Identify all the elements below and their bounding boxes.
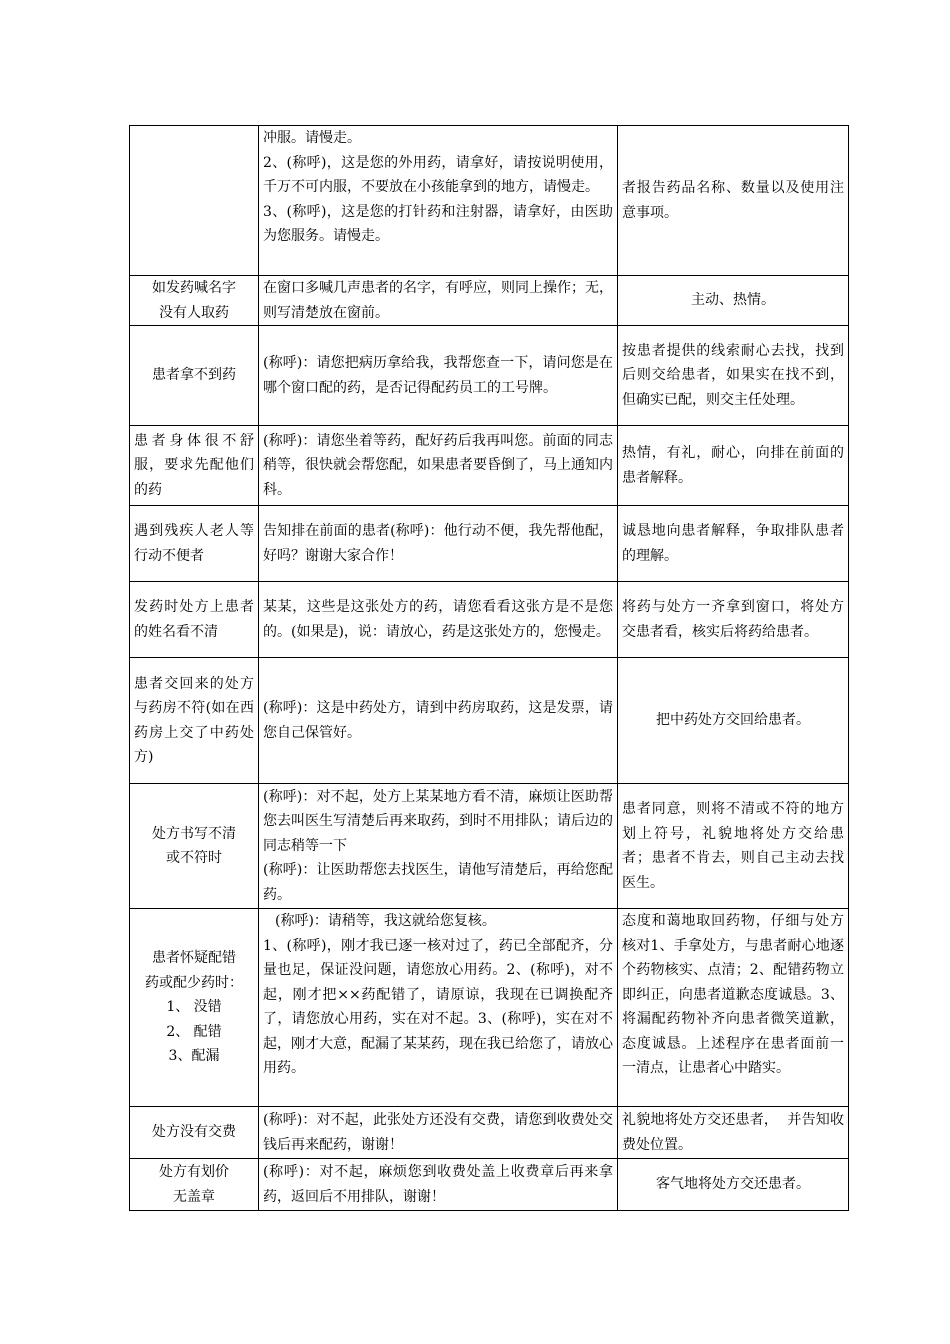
note-cell: 热情，有礼，耐心，向排在前面的患者解释。	[618, 426, 849, 506]
response-cell: (称呼)：请您坐着等药，配好药后我再叫您。前面的同志稍等，很快就会帮您配，如果患者要昏倒了，马上通知内科。	[259, 426, 618, 506]
scenario-cell: 患者交回来的处方与药房不符(如在西药房上交了中药处方)	[130, 658, 259, 784]
response-cell: 冲服。请慢走。 2、(称呼)，这是您的外用药，请拿好，请按说明使用，千万不可内服，不要放在小孩能拿到的地方，请慢走。 3、(称呼)，这是您的打针药和注射器，请拿好，由医助为您服务。请慢走。	[259, 126, 618, 276]
scenario-cell: 发药时处方上患者的姓名看不清	[130, 582, 259, 658]
response-cell: 某某，这些是这张处方的药，请您看看这张方是不是您的。(如果是)，说：请放心，药是这张处方的，您慢走。	[259, 582, 618, 658]
note-cell: 态度和蔼地取回药物，仔细与处方核对1、手拿处方，与患者耐心地逐个药物核实、点清；2、配错药物立即纠正，向患者道歉态度诚恳。3、将漏配药物补齐向患者微笑道歉，态度诚恳。上述程序在患者面前一一清点，让患者心中踏实。	[618, 909, 849, 1107]
response-cell: 告知排在前面的患者(称呼)：他行动不便，我先帮他配，好吗？谢谢大家合作！	[259, 506, 618, 582]
table-row	[130, 909, 849, 1107]
scenario-cell: 遇到残疾人老人等行动不便者	[130, 506, 259, 582]
response-cell: (称呼)：这是中药处方，请到中药房取药，这是发票，请您自己保管好。	[259, 658, 618, 784]
scenario-cell: 处方没有交费	[130, 1107, 259, 1159]
response-cell: (称呼)：对不起，此张处方还没有交费，请您到收费处交钱后再来配药，谢谢！	[259, 1107, 618, 1159]
table-row	[130, 658, 849, 784]
scenario-cell: 如发药喊名字 没有人取药	[130, 276, 259, 326]
scenario-cell: 患者身体很不舒服，要求先配他们的药	[130, 426, 259, 506]
pharmacy-service-table	[129, 125, 849, 1211]
scenario-cell: 处方书写不清 或不符时	[130, 784, 259, 909]
note-cell: 将药与处方一齐拿到窗口，将处方交患者看，核实后将药给患者。	[618, 582, 849, 658]
table-row	[130, 326, 849, 426]
scenario-cell: 处方有划价 无盖章	[130, 1159, 259, 1211]
note-cell: 把中药处方交回给患者。	[618, 658, 849, 784]
table-row	[130, 1159, 849, 1211]
response-cell: (称呼)：请您把病历拿给我，我帮您查一下，请问您是在哪个窗口配的药，是否记得配药员工的工号牌。	[259, 326, 618, 426]
table-row	[130, 784, 849, 909]
scenario-cell	[130, 126, 259, 276]
response-cell: (称呼)：请稍等，我这就给您复核。 1、(称呼)，刚才我已逐一核对过了，药已全部配齐，分量也足，保证没问题，请您放心用药。2、(称呼)，对不起，刚才把××药配错了，请原谅，我现在已调换配齐了，请您放心用药，实在对不起。3、(称呼)，实在对不起，刚才大意，配漏了某某药，现在我已给您了，请放心用药。	[259, 909, 618, 1107]
table-row	[130, 126, 849, 276]
note-cell: 主动、热情。	[618, 276, 849, 326]
response-cell: 在窗口多喊几声患者的名字，有呼应，则同上操作；无，则写清楚放在窗前。	[259, 276, 618, 326]
table-row	[130, 506, 849, 582]
note-cell: 按患者提供的线索耐心去找，找到后则交给患者，如果实在找不到，但确实已配，则交主任处理。	[618, 326, 849, 426]
scenario-cell: 患者拿不到药	[130, 326, 259, 426]
note-cell: 者报告药品名称、数量以及使用注意事项。	[618, 126, 849, 276]
response-cell: (称呼)：对不起，麻烦您到收费处盖上收费章后再来拿药，返回后不用排队，谢谢！	[259, 1159, 618, 1211]
table-row	[130, 1107, 849, 1159]
note-cell: 诚恳地向患者解释，争取排队患者的理解。	[618, 506, 849, 582]
response-cell: (称呼)：对不起，处方上某某地方看不清，麻烦让医助帮您去叫医生写清楚后再来取药，到时不用排队；请后边的同志稍等一下 (称呼)：让医助帮您去找医生，请他写清楚后，再给您配药。	[259, 784, 618, 909]
note-cell: 患者同意，则将不清或不符的地方划上符号，礼貌地将处方交给患者；患者不肯去，则自己主动去找医生。	[618, 784, 849, 909]
note-cell: 客气地将处方交还患者。	[618, 1159, 849, 1211]
scenario-cell: 患者怀疑配错 药或配少药时： 1、 没错 2、 配错 3、配漏	[130, 909, 259, 1107]
note-cell: 礼貌地将处方交还患者， 并告知收费处位置。	[618, 1107, 849, 1159]
table-row	[130, 276, 849, 326]
table-row	[130, 582, 849, 658]
table-row	[130, 426, 849, 506]
